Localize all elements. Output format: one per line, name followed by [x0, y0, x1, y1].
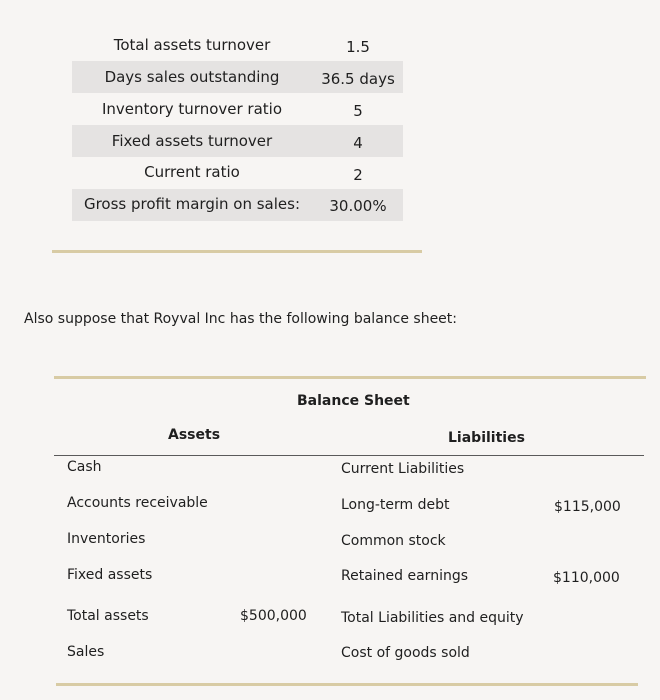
section-divider	[54, 376, 646, 379]
asset-label: Inventories	[67, 531, 146, 547]
bottom-divider	[56, 683, 638, 686]
section-divider	[52, 250, 422, 253]
ratio-value: 36.5 days	[321, 70, 395, 88]
retained-earnings-value: $110,000	[553, 570, 620, 586]
ratio-value: 1.5	[346, 38, 370, 56]
liability-label: Current Liabilities	[341, 461, 465, 477]
liability-label: Total Liabilities and equity	[341, 610, 524, 626]
long-term-debt-value: $115,000	[554, 499, 621, 515]
ratio-label: Inventory turnover ratio	[101, 100, 282, 118]
asset-label: Accounts receivable	[67, 495, 208, 511]
liability-label: Retained earnings	[341, 568, 469, 584]
asset-label: Cash	[67, 459, 102, 475]
total-assets-value: $500,000	[240, 608, 307, 624]
asset-label: Total assets	[67, 608, 149, 624]
liability-label: Long-term debt	[341, 497, 450, 513]
intro-text: Also suppose that Royval Inc has the following balance sheet:	[24, 311, 458, 327]
ratio-value: 4	[353, 134, 363, 152]
liability-label: Common stock	[341, 533, 446, 549]
assets-header: Assets	[168, 427, 221, 443]
asset-label: Fixed assets	[67, 567, 153, 583]
ratio-label: Days sales outstanding	[104, 68, 280, 86]
liabilities-header: Liabilities	[448, 430, 525, 446]
ratio-value: 30.00%	[329, 197, 387, 215]
balance-sheet-title: Balance Sheet	[297, 393, 410, 409]
asset-label: Sales	[67, 644, 105, 660]
ratio-label: Gross profit margin on sales:	[83, 195, 301, 213]
ratio-value: 5	[353, 102, 363, 120]
liability-label: Cost of goods sold	[341, 645, 470, 661]
header-rule	[54, 455, 644, 456]
ratio-label: Total assets turnover	[113, 36, 271, 54]
ratio-label: Fixed assets turnover	[111, 132, 273, 150]
ratio-value: 2	[353, 166, 363, 184]
ratio-label: Current ratio	[144, 163, 240, 181]
